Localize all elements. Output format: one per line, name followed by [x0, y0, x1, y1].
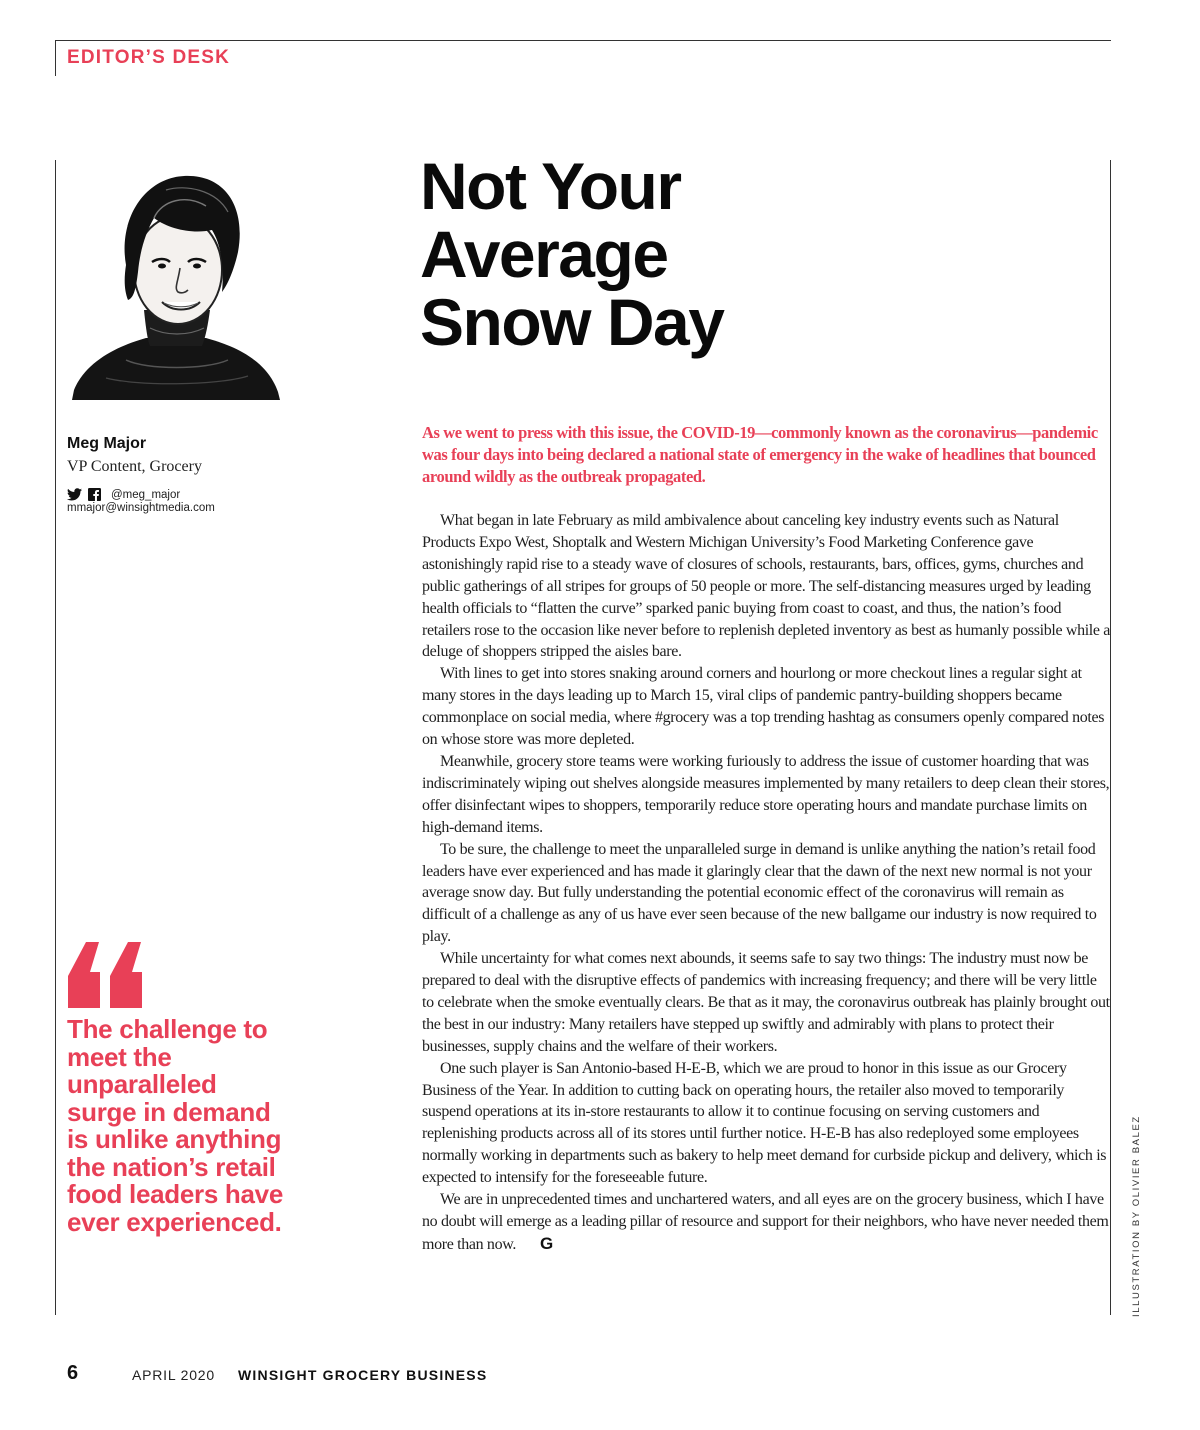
- top-rule: [55, 40, 1111, 41]
- author-email[interactable]: mmajor@winsightmedia.com: [67, 502, 215, 514]
- author-portrait-illustration: [66, 160, 286, 420]
- headline: [420, 149, 724, 359]
- author-social-handle[interactable]: @meg_major: [111, 488, 181, 501]
- body-paragraph: We are in unprecedented times and unchartered waters, and all eyes are on the grocery business, which I have no doubt will emerge as a leading pillar of resource and support for their neighbors, who have never needed them more than now.: [422, 1191, 1109, 1253]
- end-mark-logo: G: [540, 1233, 553, 1253]
- publication-name: WINSIGHT GROCERY BUSINESS: [238, 1367, 488, 1383]
- twitter-icon[interactable]: [67, 488, 82, 501]
- article-body: [422, 510, 1112, 1256]
- headline-line: Not Your: [420, 149, 681, 223]
- page-number: 6: [67, 1362, 79, 1384]
- body-paragraph: Meanwhile, grocery store teams were working furiously to address the issue of customer hoarding that was indiscriminately wiping out shelves alongside measures implemented by many retailers to deep clean their stores, offer disinfectant wipes to shoppers, temporarily reduce store operating hours and mandate purchase limits on high-demand items.: [422, 752, 1110, 836]
- section-label: EDITOR’S DESK: [67, 47, 231, 68]
- article-deck: As we went to press with this issue, the COVID-19—commonly known as the coronavirus—pandemic was four days into being declared a national state of emergency in the wake of headlines that bounced around wildly as the outbreak propagated.: [422, 423, 1098, 486]
- body-paragraph-last: [422, 1189, 1112, 1256]
- body-paragraph: One such player is San Antonio-based H-E-B, which we are proud to honor in this issue as our Grocery Business of the Year. In addition to cutting back on operating hours, the retailer also moved to temporarily suspend operations at its in-store restaurants to allow it to continue focusing on serving customers and replenishing products across all of its stores until further notice. H-E-B has also redeployed some employees normally working in departments such as bakery to help meet demand for curbside pickup and delivery, which is expected to intensify for the foreseeable future.: [422, 1059, 1107, 1187]
- body-paragraph: What began in late February as mild ambivalence about canceling key industry events such as Natural Products Expo West, Shoptalk and Western Michigan University’s Food Marketing Conference gave astonishingly rapid rise to a steady wave of closures of schools, restaurants, bars, offices, gyms, churches and public gatherings of all stripes for groups of 50 people or more. The self-distancing measures urged by leading health officials to “flatten the curve” sparked panic buying from coast to coast, and thus, the nation’s food retailers rose to the occasion like never before to replenish depleted inventory as best as humanly possible while a deluge of shoppers stripped the aisles bare.: [422, 512, 1111, 661]
- body-paragraph: To be sure, the challenge to meet the unparalleled surge in demand is unlike anything the nation’s retail food leaders have ever experienced and has made it glaringly clear that the dawn of the next new normal is not your average snow day. But fully understanding the potential economic effect of the coronavirus will remain as difficult of a challenge as any of us have ever seen because of the new ballgame our industry is now required to play.: [422, 840, 1097, 946]
- illustration-credit: ILLUSTRATION BY OLIVIER BALEZ: [1131, 1115, 1142, 1317]
- facebook-icon[interactable]: [88, 488, 101, 501]
- body-paragraph: While uncertainty for what comes next abounds, it seems safe to say two things: The industry must now be prepared to deal with the disruptive effects of pandemics with increasing frequency; and there will be very little to celebrate when the smoke eventually clears. Be that as it may, the coronavirus outbreak has plainly brought out the best in our industry: Many retailers have stepped up swiftly and admirably with plans to protect their businesses, supply chains and the welfare of their workers.: [422, 950, 1110, 1055]
- body-paragraph: With lines to get into stores snaking around corners and hourlong or more checkout lines a regular sight at many stores in the days leading up to March 15, viral clips of pandemic pantry-building shoppers became commonplace on social media, where #grocery was a top trending hashtag as consumers openly compared notes on whose store was more depleted.: [422, 665, 1105, 749]
- quote-mark-icon: [66, 940, 146, 1010]
- section-rule: [55, 40, 56, 76]
- author-title: VP Content, Grocery: [67, 458, 202, 475]
- headline-line: Snow Day: [420, 285, 724, 359]
- headline-line: Average: [420, 217, 668, 291]
- author-name: Meg Major: [67, 435, 147, 452]
- pull-quote: The challenge to meet the unparalleled surge in demand is unlike anything the nation’s retail food leaders have ever experienced.: [67, 1014, 283, 1237]
- author-social-row: [67, 487, 180, 502]
- issue-date: APRIL 2020: [132, 1367, 215, 1383]
- left-column-rule: [55, 160, 56, 1315]
